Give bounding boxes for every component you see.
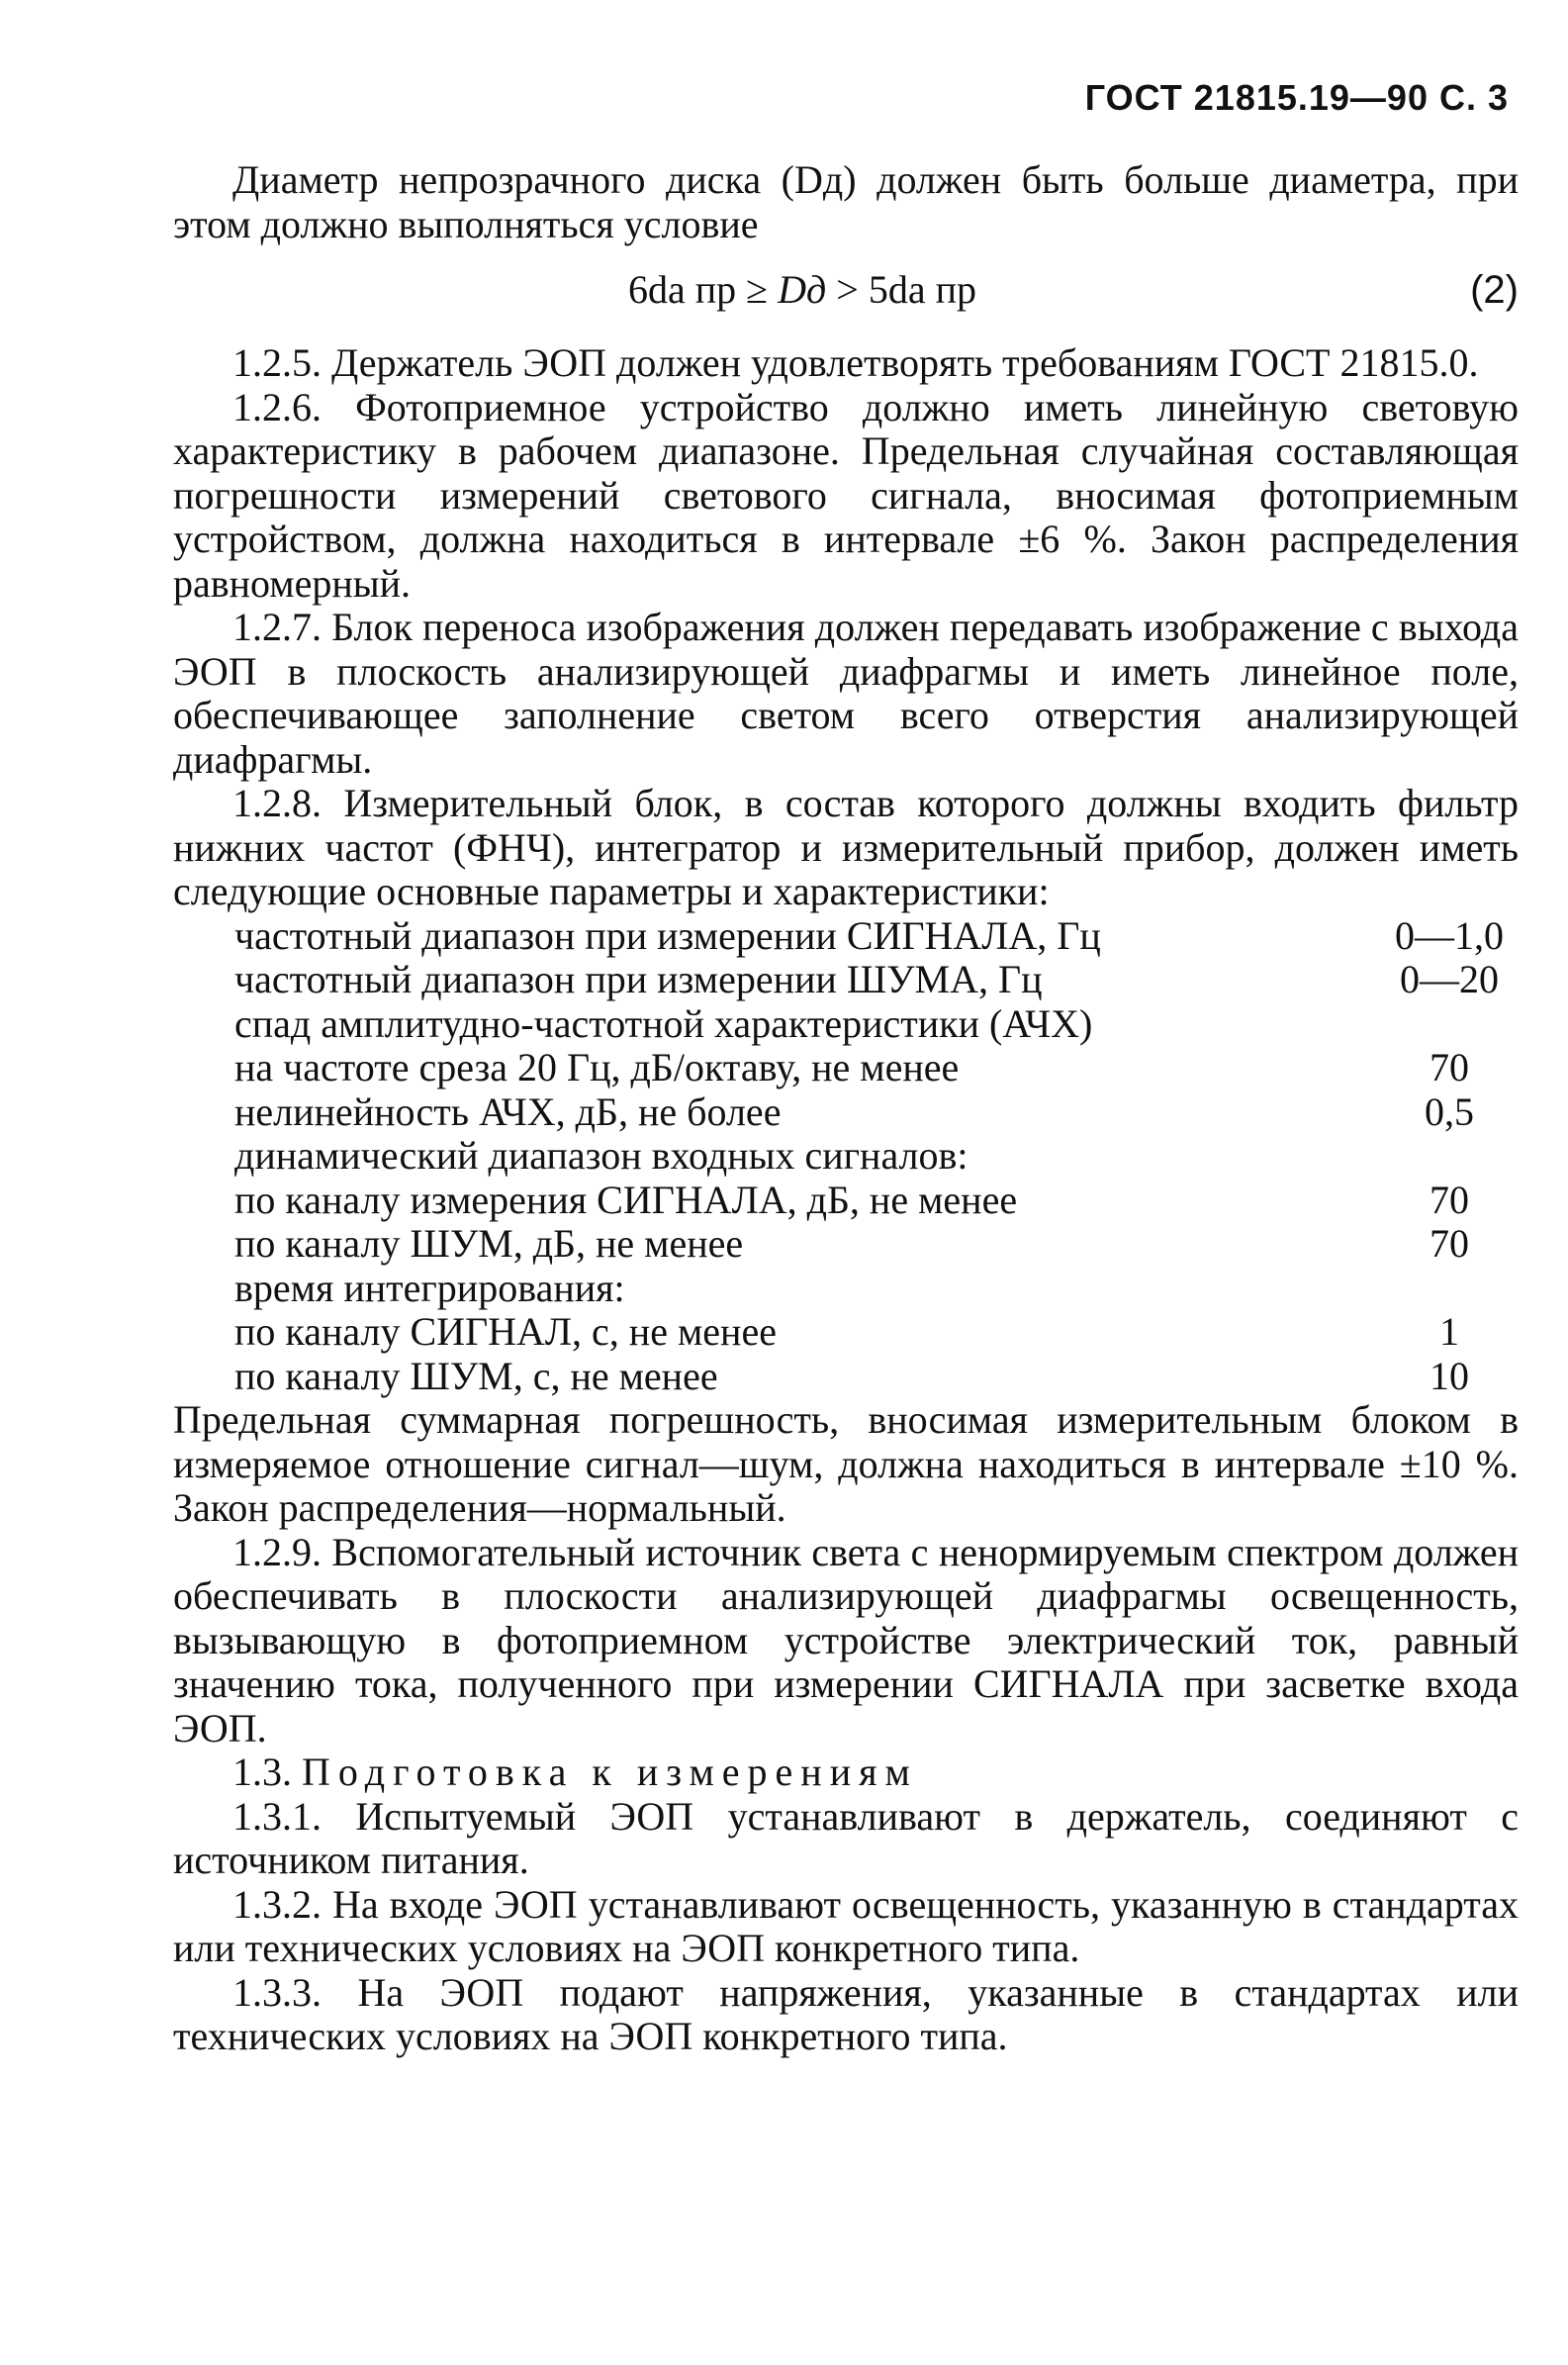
paragraph-1-2-8: 1.2.8. Измерительный блок, в состав которого должны входить фильтр нижних частот (ФНЧ), интегратор и измерительный прибор, должен иметь следующие основные параметры и характеристики: xyxy=(173,781,1519,913)
paragraph-1-3-2: 1.3.2. На входе ЭОП устанавливают освещенность, указанную в стандартах или технических условиях на ЭОП конкретного типа. xyxy=(173,1881,1519,1970)
parameter-row xyxy=(234,1134,1519,1179)
parameter-value xyxy=(1380,1267,1519,1311)
parameter-value: 70 xyxy=(1430,1221,1469,1266)
formula-2 xyxy=(173,246,1519,335)
parameter-row xyxy=(234,958,1519,1002)
parameter-row xyxy=(234,1002,1519,1047)
parameter-label: по каналу измерения СИГНАЛА, дБ, не менее xyxy=(234,1177,1018,1222)
formula-expression xyxy=(628,268,976,313)
parameter-row xyxy=(234,914,1519,959)
intro-paragraph: Диаметр непрозрачного диска (Dд) должен быть больше диаметра, при этом должно выполняться условие xyxy=(173,157,1519,246)
body-text xyxy=(173,158,1519,2059)
parameter-row xyxy=(234,1310,1519,1355)
parameter-label: время интегрирования: xyxy=(234,1265,625,1310)
parameter-row xyxy=(234,1222,1519,1267)
parameter-label: по каналу ШУМ, дБ, не менее xyxy=(234,1221,744,1266)
parameter-row xyxy=(234,1355,1519,1399)
page-header: ГОСТ 21815.19—90 С. 3 xyxy=(1084,77,1509,118)
parameter-label: на частоте среза 20 Гц, дБ/октаву, не менее xyxy=(234,1045,960,1089)
parameter-label: динамический диапазон входных сигналов: xyxy=(234,1133,968,1178)
parameter-row xyxy=(234,1179,1519,1223)
parameter-value: 1 xyxy=(1439,1309,1459,1354)
parameter-value: 70 xyxy=(1430,1045,1469,1089)
formula-relation-1: ≥ xyxy=(746,267,769,312)
section-1-3-heading xyxy=(173,1750,1519,1795)
parameter-value: 70 xyxy=(1430,1177,1469,1222)
paragraph-1-2-6: 1.2.6. Фотоприемное устройство должно иметь линейную световую характеристику в рабочем диапазоне. Предельная случайная составляющая погрешности измерений светового сигнала, вносимая фотоприемным устройством, должна находиться в интервале ±6 %. Закон распределения равномерный. xyxy=(173,384,1519,606)
paragraph-1-2-9: 1.2.9. Вспомогательный источник света с ненормируемым спектром должен обеспечивать в плоскости анализирующей диафрагмы освещенность, вызывающую в фотоприемном устройстве электрический ток, равный значению тока, полученного при измерении СИГНАЛА при засветке входа ЭОП. xyxy=(173,1529,1519,1750)
section-number: 1.3. xyxy=(232,1750,292,1794)
paragraph-1-3-3: 1.3.3. На ЭОП подают напряжения, указанные в стандартах или технических условиях на ЭОП конкретного типа. xyxy=(173,1969,1519,2058)
paragraph-1-3-1: 1.3.1. Испытуемый ЭОП устанавливают в держатель, соединяют с источником питания. xyxy=(173,1793,1519,1882)
parameter-row xyxy=(234,1090,1519,1135)
parameter-label: частотный диапазон при измерении СИГНАЛА, Гц xyxy=(234,912,1101,958)
section-title: Подготовка к измерениям xyxy=(302,1750,918,1794)
parameter-list xyxy=(234,914,1519,1399)
paragraph-1-2-7: 1.2.7. Блок переноса изображения должен передавать изображение с выхода ЭОП в плоскость анализирующей диафрагмы и иметь линейное поле, обеспечивающее заполнение светом всего отверстия анализирующей диафрагмы. xyxy=(173,605,1519,782)
paragraph-1-2-8-error: Предельная суммарная погрешность, вносимая измерительным блоком в измеряемое отношение сигнал—шум, должна находиться в интервале ±10 %. Закон распределения—нормальный. xyxy=(173,1397,1519,1530)
formula-relation-2: > xyxy=(836,267,859,312)
formula-left: 6dа пр xyxy=(628,267,737,312)
parameter-label: по каналу СИГНАЛ, с, не менее xyxy=(234,1309,777,1354)
formula-middle: Dд xyxy=(778,267,827,312)
parameter-label: по каналу ШУМ, с, не менее xyxy=(234,1353,718,1398)
parameter-label: спад амплитудно-частотной характеристики (АЧХ) xyxy=(234,1000,1093,1046)
parameter-value xyxy=(1380,1002,1519,1047)
parameter-label: нелинейность АЧХ, дБ, не более xyxy=(234,1088,782,1134)
paragraph-1-2-5: 1.2.5. Держатель ЭОП должен удовлетворять требованиям ГОСТ 21815.0. xyxy=(232,340,1479,385)
parameter-label: частотный диапазон при измерении ШУМА, Гц xyxy=(234,957,1043,1001)
parameter-row xyxy=(234,1046,1519,1090)
formula-number: (2) xyxy=(1470,268,1519,312)
formula-right: 5dа пр xyxy=(868,267,976,312)
parameter-value: 0—1,0 xyxy=(1395,912,1504,958)
parameter-value: 0,5 xyxy=(1425,1088,1474,1134)
parameter-value: 0—20 xyxy=(1400,957,1499,1001)
parameter-value xyxy=(1380,1134,1519,1179)
parameter-value: 10 xyxy=(1430,1353,1469,1398)
parameter-row xyxy=(234,1267,1519,1311)
